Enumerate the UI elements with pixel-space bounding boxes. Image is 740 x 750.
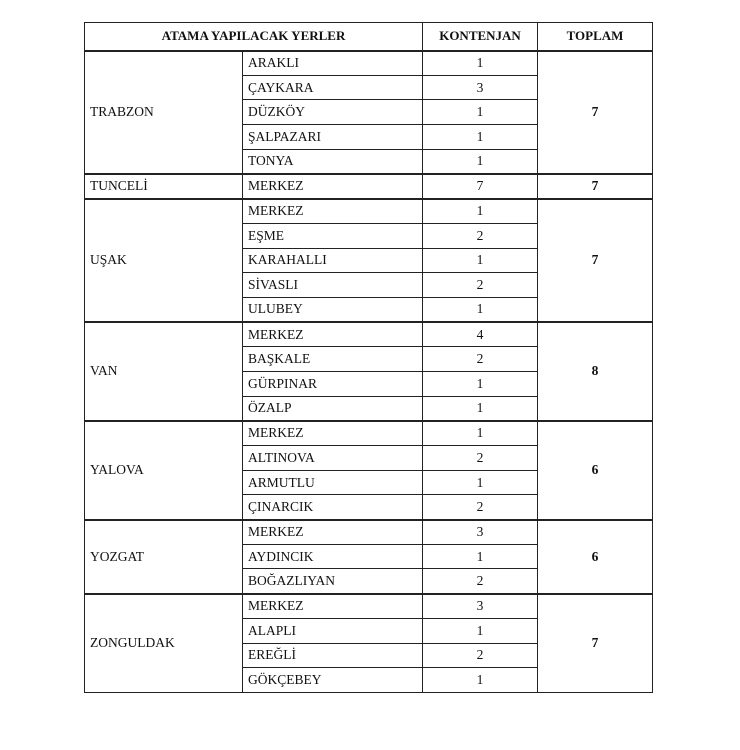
district-name: MERKEZ	[243, 174, 423, 199]
district-name: EREĞLİ	[243, 643, 423, 668]
table-row	[85, 421, 653, 446]
province-name: UŞAK	[85, 199, 243, 322]
district-quota: 7	[423, 174, 538, 199]
table-row	[85, 199, 653, 224]
district-quota: 1	[423, 297, 538, 322]
province-total: 6	[538, 520, 653, 594]
district-quota: 1	[423, 149, 538, 174]
district-quota: 1	[423, 199, 538, 224]
district-quota: 1	[423, 396, 538, 421]
district-name: ALTINOVA	[243, 446, 423, 471]
district-name: DÜZKÖY	[243, 100, 423, 125]
table-body	[85, 51, 653, 693]
district-name: TONYA	[243, 149, 423, 174]
province-name: YOZGAT	[85, 520, 243, 594]
province-name: TRABZON	[85, 51, 243, 174]
district-quota: 1	[423, 421, 538, 446]
district-quota: 1	[423, 371, 538, 396]
province-total: 7	[538, 199, 653, 322]
district-quota: 2	[423, 446, 538, 471]
province-total: 7	[538, 594, 653, 693]
assignment-table	[84, 22, 653, 693]
district-quota: 1	[423, 125, 538, 150]
district-quota: 1	[423, 618, 538, 643]
district-quota: 2	[423, 643, 538, 668]
district-name: ÖZALP	[243, 396, 423, 421]
district-quota: 1	[423, 51, 538, 76]
district-quota: 1	[423, 248, 538, 273]
district-name: MERKEZ	[243, 322, 423, 347]
district-name: BOĞAZLIYAN	[243, 569, 423, 594]
district-quota: 2	[423, 569, 538, 594]
district-quota: 1	[423, 470, 538, 495]
header-places: ATAMA YAPILACAK YERLER	[85, 23, 423, 51]
table-row	[85, 322, 653, 347]
table-row	[85, 174, 653, 199]
district-name: ÇINARCIK	[243, 495, 423, 520]
district-name: BAŞKALE	[243, 347, 423, 372]
province-total: 7	[538, 51, 653, 174]
district-quota: 3	[423, 594, 538, 619]
province-name: YALOVA	[85, 421, 243, 520]
province-name: VAN	[85, 322, 243, 421]
district-quota: 4	[423, 322, 538, 347]
district-name: MERKEZ	[243, 594, 423, 619]
province-name: ZONGULDAK	[85, 594, 243, 693]
district-quota: 1	[423, 668, 538, 693]
district-quota: 3	[423, 75, 538, 100]
province-total: 6	[538, 421, 653, 520]
district-quota: 1	[423, 544, 538, 569]
district-name: ULUBEY	[243, 297, 423, 322]
district-name: MERKEZ	[243, 520, 423, 545]
table-row	[85, 594, 653, 619]
district-name: KARAHALLI	[243, 248, 423, 273]
district-name: ARAKLI	[243, 51, 423, 76]
district-name: SİVASLI	[243, 273, 423, 298]
district-name: GÖKÇEBEY	[243, 668, 423, 693]
table-row	[85, 51, 653, 76]
district-quota: 2	[423, 347, 538, 372]
district-quota: 1	[423, 100, 538, 125]
header-row	[85, 23, 653, 51]
district-name: ARMUTLU	[243, 470, 423, 495]
header-total: TOPLAM	[538, 23, 653, 51]
district-name: GÜRPINAR	[243, 371, 423, 396]
table-row	[85, 520, 653, 545]
district-name: EŞME	[243, 223, 423, 248]
district-name: ŞALPAZARI	[243, 125, 423, 150]
district-quota: 2	[423, 273, 538, 298]
district-name: MERKEZ	[243, 199, 423, 224]
header-quota: KONTENJAN	[423, 23, 538, 51]
district-name: ÇAYKARA	[243, 75, 423, 100]
district-quota: 2	[423, 223, 538, 248]
province-total: 8	[538, 322, 653, 421]
province-total: 7	[538, 174, 653, 199]
district-quota: 2	[423, 495, 538, 520]
province-name: TUNCELİ	[85, 174, 243, 199]
district-name: AYDINCIK	[243, 544, 423, 569]
district-name: ALAPLI	[243, 618, 423, 643]
district-name: MERKEZ	[243, 421, 423, 446]
district-quota: 3	[423, 520, 538, 545]
